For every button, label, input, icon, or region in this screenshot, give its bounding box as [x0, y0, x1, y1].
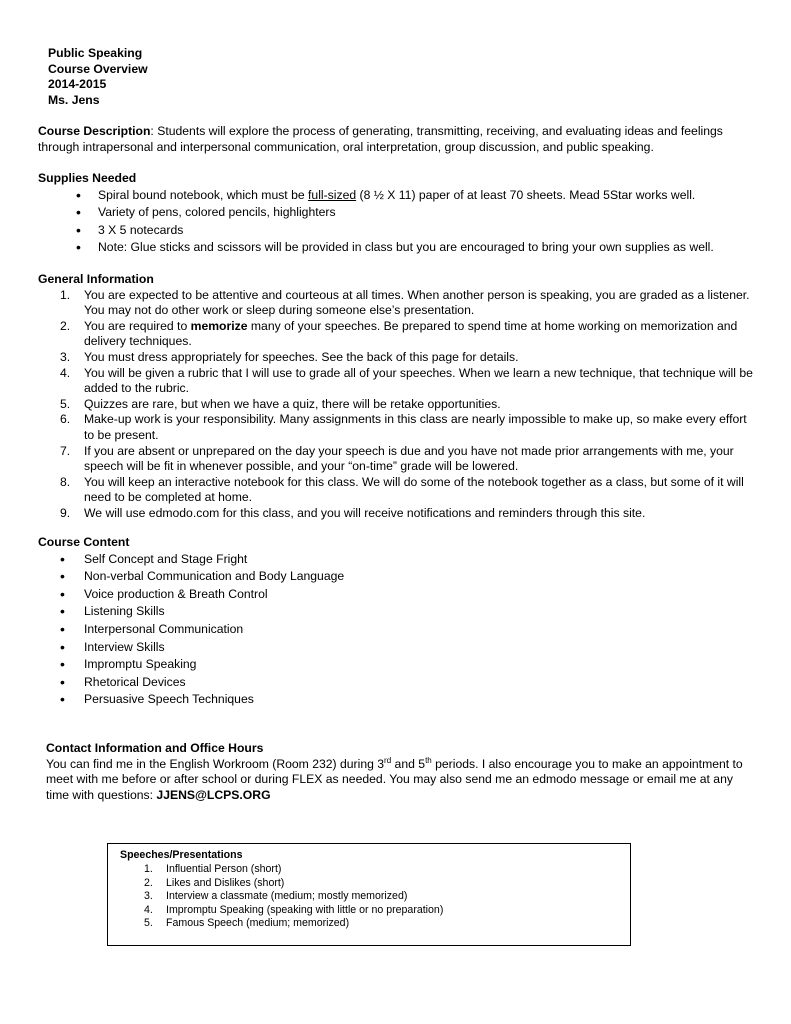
item-text: We will use edmodo.com for this class, and you will receive notifications and reminders through this site. [84, 505, 646, 520]
list-item: • Impromptu Speaking [38, 656, 754, 674]
item-text: Likes and Dislikes (short) [166, 876, 285, 889]
list-item [120, 917, 620, 931]
supply-text: (8 ½ X 11) paper of at least 70 sheets. Mead 5Star works well. [356, 187, 696, 202]
item-number: 4. [60, 365, 71, 380]
list-item: • Persuasive Speech Techniques [38, 691, 754, 709]
item-number: 7. [60, 443, 71, 458]
ordinal-suffix: rd [384, 755, 392, 765]
course-content-list [38, 551, 754, 709]
course-title: Public Speaking [48, 46, 143, 60]
supplies-list [38, 187, 754, 257]
list-item: • Self Concept and Stage Fright [38, 551, 754, 569]
item-text: Interview a classmate (medium; mostly memorized) [166, 890, 408, 903]
document-header [48, 46, 148, 108]
item-text: Make-up work is your responsibility. Many assignments in this class are nearly impossible to make up, so make every effort to be present. [84, 412, 747, 442]
list-item: • Interview Skills [38, 639, 754, 657]
list-item [38, 350, 754, 366]
item-number: 5. [60, 396, 71, 411]
list-item [38, 187, 754, 205]
list-item [38, 412, 754, 443]
contact-text-part: You can find me in the English Workroom (Room 232) during 3 [46, 756, 385, 771]
speeches-list [120, 863, 620, 931]
list-item [38, 366, 754, 397]
list-item [38, 506, 754, 522]
item-number: 1. [144, 863, 153, 875]
item-text: Quizzes are rare, but when we have a quiz, there will be retake opportunities. [84, 396, 501, 411]
item-number: 6. [60, 412, 71, 427]
list-item: • Listening Skills [38, 603, 754, 621]
list-item [38, 319, 754, 350]
item-text: You will keep an interactive notebook for this class. We will do some of the notebook together as a class, but some of it will need to be completed at home. [84, 474, 744, 505]
item-text: Influential Person (short) [166, 863, 282, 875]
general-information-title: General Information [38, 272, 154, 286]
item-number: 2. [144, 876, 153, 889]
supply-text: Spiral bound notebook, which must be [98, 187, 309, 202]
list-item: • Variety of pens, colored pencils, highlighters [38, 204, 754, 222]
contact-section [46, 741, 746, 803]
general-information-list [38, 288, 754, 522]
list-item: • Voice production & Breath Control [38, 586, 754, 604]
school-year: 2014-2015 [48, 77, 107, 92]
item-number: 8. [60, 474, 71, 489]
speeches-title: Speeches/Presentations [120, 849, 243, 861]
ordinal-suffix: th [425, 755, 432, 765]
list-item [38, 444, 754, 475]
course-description-label: Course Description [38, 124, 151, 138]
list-item [38, 288, 754, 319]
contact-email[interactable]: JJENS@LCPS.ORG [156, 787, 271, 802]
list-item: • Non-verbal Communication and Body Language [38, 568, 754, 586]
item-text: You are required to [84, 318, 191, 333]
item-number: 5. [144, 917, 153, 930]
course-description-text: : Students will explore the process of generating, transmitting, receiving, and evaluating ideas and feelings through intrapersonal and interpersonal communication, oral interpretation, group discussion, and public speaking. [38, 124, 723, 154]
item-text: many of your speeches. Be prepared to spend time at home working on memorization and delivery techniques. [84, 318, 738, 349]
list-item: • Note: Glue sticks and scissors will be provided in class but you are encouraged to bring your own supplies as well. [38, 239, 754, 257]
item-number: 1. [60, 287, 71, 302]
item-text: You are expected to be attentive and courteous at all times. When another person is speaking, you are graded as a listener. You may not do other work or sleep during someone else’s presentation. [84, 287, 750, 318]
item-emphasis: memorize [190, 318, 248, 333]
list-item: • 3 X 5 notecards [38, 222, 754, 240]
list-item [120, 904, 620, 918]
item-number: 4. [144, 903, 153, 916]
supplies-section [38, 171, 754, 257]
supply-emphasis: full-sized [308, 187, 357, 202]
list-item [38, 397, 754, 413]
course-subtitle: Course Overview [48, 61, 148, 76]
item-text: If you are absent or unprepared on the day your speech is due and you have not made prior arrangements with me, your speech will be fit in whenever possible, and your “on-time” grade will be lowered. [84, 443, 734, 474]
item-text: You must dress appropriately for speeches. See the back of this page for details. [84, 349, 519, 364]
course-description [38, 124, 754, 155]
course-content-title: Course Content [38, 535, 130, 549]
speeches-box [107, 843, 631, 946]
contact-text-part: and 5 [391, 756, 426, 771]
item-text: You will be given a rubric that I will use to grade all of your speeches. When we learn a new technique, that technique will be added to the rubric. [84, 365, 753, 396]
contact-title: Contact Information and Office Hours [46, 741, 264, 755]
item-number: 2. [60, 318, 71, 333]
contact-text-part: periods. I also encourage you to make an appointment to meet with me before or after school or during FLEX as needed. You may also send me an edmodo message or email me at any time with questions: [46, 756, 743, 802]
item-number: 3. [144, 890, 153, 903]
supplies-title: Supplies Needed [38, 171, 137, 185]
general-information-section [38, 272, 754, 522]
list-item [38, 475, 754, 506]
list-item [120, 890, 620, 904]
item-text: Famous Speech (medium; memorized) [166, 917, 350, 930]
item-text: Impromptu Speaking (speaking with little or no preparation) [166, 903, 444, 916]
contact-text [46, 757, 746, 804]
list-item [120, 863, 620, 877]
item-number: 9. [60, 505, 71, 520]
course-content-section [38, 535, 754, 709]
teacher-name: Ms. Jens [48, 92, 100, 107]
list-item [120, 877, 620, 891]
item-number: 3. [60, 349, 71, 364]
list-item: • Rhetorical Devices [38, 674, 754, 692]
list-item: • Interpersonal Communication [38, 621, 754, 639]
